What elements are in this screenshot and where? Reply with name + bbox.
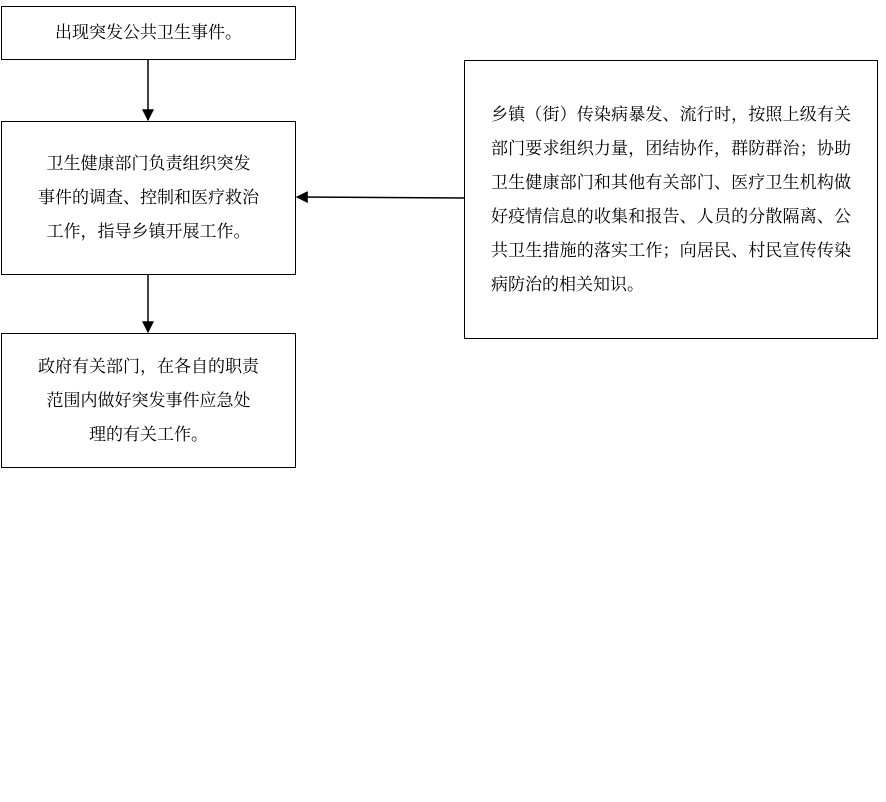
- node-label: 出现突发公共卫生事件。: [55, 23, 242, 43]
- node-label: 乡镇（街）传染病暴发、流行时，按照上级有关部门要求组织力量，团结协作，群防群治；协助卫生健康部门和其他有关部门、医疗卫生机构做好疫情信息的收集和报告、人员的分散隔离、公共卫生措施的落实工作；向居民、村民宣传传染病防治的相关知识。: [491, 104, 851, 295]
- arrow-township-to-health: [297, 197, 464, 198]
- node-government-departments: [1, 333, 296, 468]
- node-public-health-event: [1, 6, 296, 60]
- node-label: 政府有关部门，在各自的职责 范围内做好突发事件应急处 理的有关工作。: [38, 356, 259, 445]
- node-label: 卫生健康部门负责组织突发 事件的调查、控制和医疗救治 工作，指导乡镇开展工作。: [38, 154, 259, 242]
- node-township-response: [464, 60, 878, 339]
- node-health-department: [1, 121, 296, 275]
